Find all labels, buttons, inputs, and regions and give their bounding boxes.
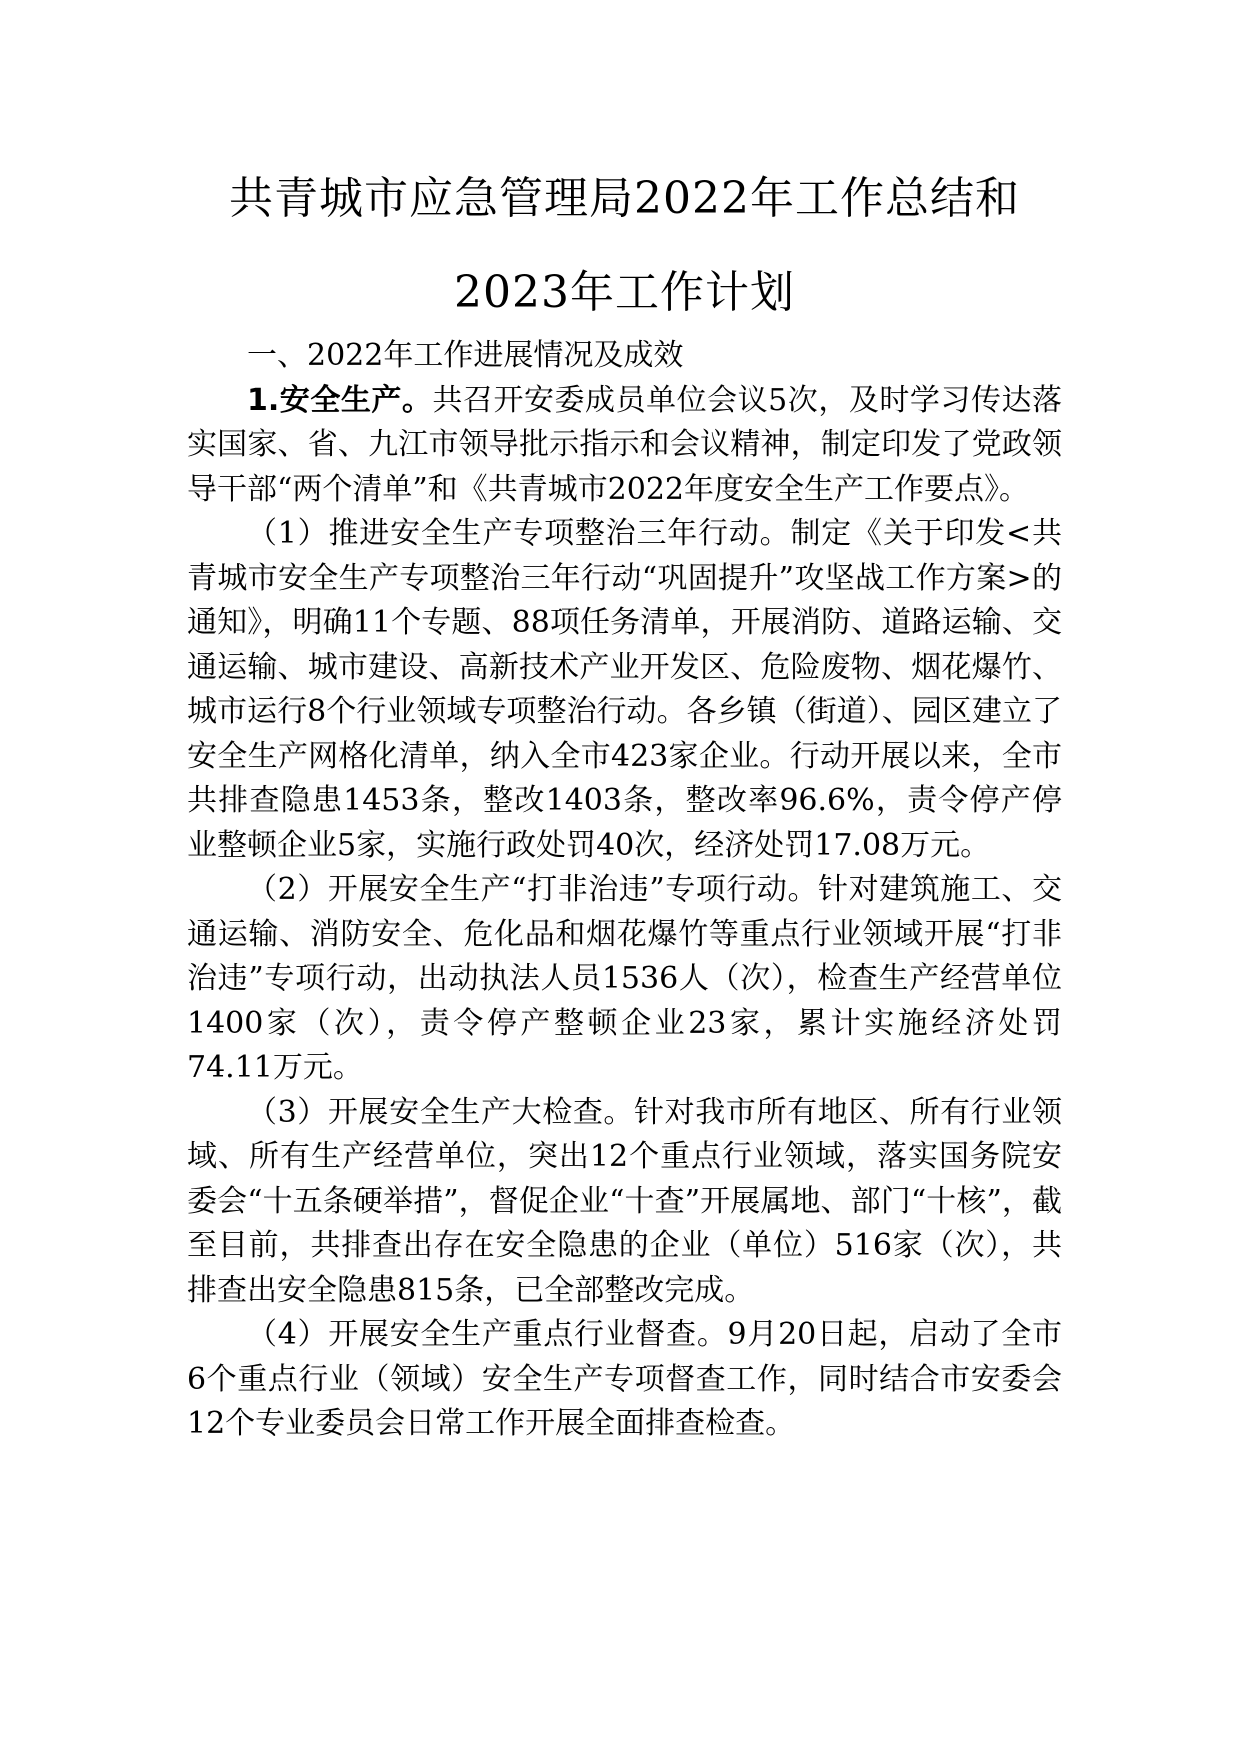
document-title-line-2: 2023年工作计划 bbox=[454, 267, 795, 318]
item-1-lead: 1.安全生产。 bbox=[247, 382, 433, 418]
item-1-text: 共召开安委成员单位会议5次，及时学习传达落实国家、省、九江市领导批示指示和会议精神，制定印发了党政领导干部“两个清单”和《共青城市2022年度安全生产工作要点》。 bbox=[187, 382, 1062, 507]
paragraph-2: （2）开展安全生产“打非治违”专项行动。针对建筑施工、交通运输、消防安全、危化品和烟花爆竹等重点行业领域开展“打非治违”专项行动，出动执法人员1536人（次），检查生产经营单位1400家（次），责令停产整顿企业23家，累计实施经济处罚74.11万元。 bbox=[187, 872, 1062, 1085]
paragraph-item-1 bbox=[187, 379, 1062, 513]
paragraph-1: （1）推进安全生产专项整治三年行动。制定《关于印发<共青城市安全生产专项整治三年行动“巩固提升”攻坚战工作方案>的通知》，明确11个专题、88项任务清单，开展消防、道路运输、交通运输、城市建设、高新技术产业开发区、危险废物、烟花爆竹、城市运行8个行业领域专项整治行动。各乡镇（街道）、园区建立了安全生产网格化清单，纳入全市423家企业。行动开展以来，全市共排查隐患1453条，整改1403条，整改率96.6%，责令停产停业整顿企业5家，实施行政处罚40次，经济处罚17.08万元。 bbox=[187, 516, 1062, 863]
section-heading: 一、2022年工作进展情况及成效 bbox=[247, 338, 684, 373]
document-body bbox=[187, 334, 1062, 1447]
document-title-line-1: 共青城市应急管理局2022年工作总结和 bbox=[229, 173, 1020, 224]
paragraph-3: （3）开展安全生产大检查。针对我市所有地区、所有行业领域、所有生产经营单位，突出12个重点行业领域，落实国务院安委会“十五条硬举措”，督促企业“十查”开展属地、部门“十核”，截至目前，共排查出存在安全隐患的企业（单位）516家（次），共排查出安全隐患815条，已全部整改完成。 bbox=[187, 1094, 1062, 1308]
paragraph-4: （4）开展安全生产重点行业督查。9月20日起，启动了全市6个重点行业（领域）安全生产专项督查工作，同时结合市安委会12个专业委员会日常工作开展全面排查检查。 bbox=[187, 1317, 1062, 1441]
